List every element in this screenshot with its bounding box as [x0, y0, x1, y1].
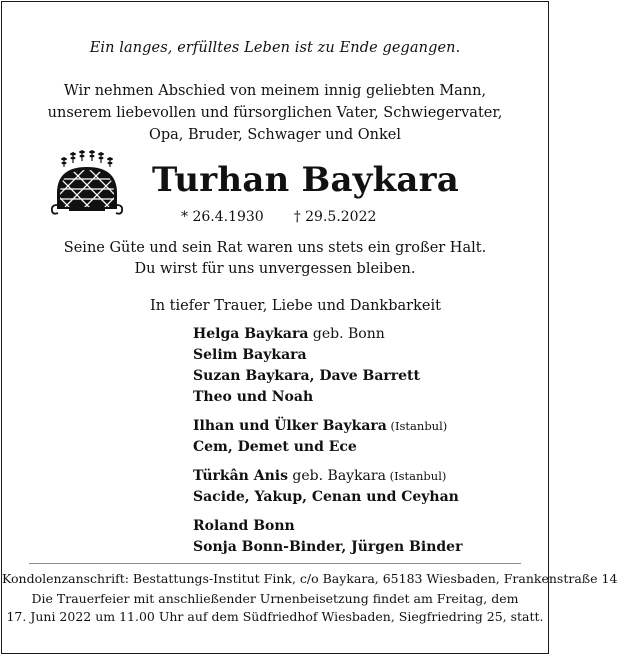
family-line	[193, 516, 462, 537]
family-line	[193, 416, 462, 437]
grief-line: In tiefer Trauer, Liebe und Dankbarkeit	[150, 298, 441, 314]
mourner-name: Suzan Baykara, Dave Barrett	[193, 368, 420, 384]
birth-date: * 26.4.1930	[181, 209, 264, 225]
mourner-name: Helga Baykara	[193, 326, 309, 342]
farewell-line: Opa, Bruder, Schwager und Onkel	[148, 127, 402, 143]
mourner-note: (Istanbul)	[386, 419, 448, 433]
family-line	[193, 537, 462, 558]
mourner-note: (Istanbul)	[385, 469, 447, 483]
deceased-name: Turhan Baykara	[152, 160, 459, 200]
condolence-address: Kondolenzanschrift: Bestattungs-Institut Fink, c/o Baykara, 65183 Wiesbaden, Frankenstraße 14	[2, 571, 617, 586]
mourner-name: Cem, Demet und Ece	[193, 439, 357, 455]
family-line	[193, 387, 462, 408]
memorial-quote	[2, 238, 548, 280]
ceremony-line: 17. Juni 2022 um 11.00 Uhr auf dem Südfriedhof Wiesbaden, Siegfriedring 25, statt.	[6, 609, 544, 624]
ceremony-info	[2, 590, 548, 626]
mourner-name: Ilhan und Ülker Baykara	[193, 418, 387, 434]
farewell-text	[2, 80, 548, 146]
family-group	[193, 324, 462, 408]
mourner-name: Türkân Anis	[193, 468, 288, 484]
mourner-name: Roland Bonn	[193, 518, 295, 534]
farewell-line: Wir nehmen Abschied von meinem innig geliebten Mann,	[63, 83, 487, 99]
family-line	[193, 437, 462, 458]
family-line	[193, 487, 462, 508]
mourner-name: Theo und Noah	[193, 389, 314, 405]
intro-line: Ein langes, erfülltes Leben ist zu Ende gegangen.	[89, 40, 461, 56]
mourner-note: geb. Baykara	[287, 468, 386, 484]
mourner-name: Selim Baykara	[193, 347, 307, 363]
family-line	[193, 324, 462, 345]
family-line	[193, 366, 462, 387]
family-group	[193, 416, 462, 458]
farewell-line: unserem liebevollen und fürsorglichen Vater, Schwiegervater,	[47, 105, 503, 121]
family-group	[193, 466, 462, 508]
family-list	[193, 324, 462, 566]
life-dates	[181, 209, 376, 225]
mourner-name: Sacide, Yakup, Cenan und Ceyhan	[193, 489, 459, 505]
quote-line: Seine Güte und sein Rat waren uns stets ein großer Halt.	[63, 240, 487, 256]
family-group	[193, 516, 462, 558]
death-date: † 29.5.2022	[293, 209, 377, 225]
ornamental-lattice-dome-icon	[49, 149, 125, 221]
family-line	[193, 466, 462, 487]
mourner-name: Sonja Bonn-Binder, Jürgen Binder	[193, 539, 463, 555]
quote-line: Du wirst für uns unvergessen bleiben.	[134, 261, 416, 277]
family-line	[193, 345, 462, 366]
divider	[29, 563, 521, 564]
mourner-note: geb. Bonn	[308, 326, 385, 342]
obituary-notice	[1, 1, 617, 654]
ceremony-line: Die Trauerfeier mit anschließender Urnenbeisetzung findet am Freitag, dem	[31, 591, 519, 606]
